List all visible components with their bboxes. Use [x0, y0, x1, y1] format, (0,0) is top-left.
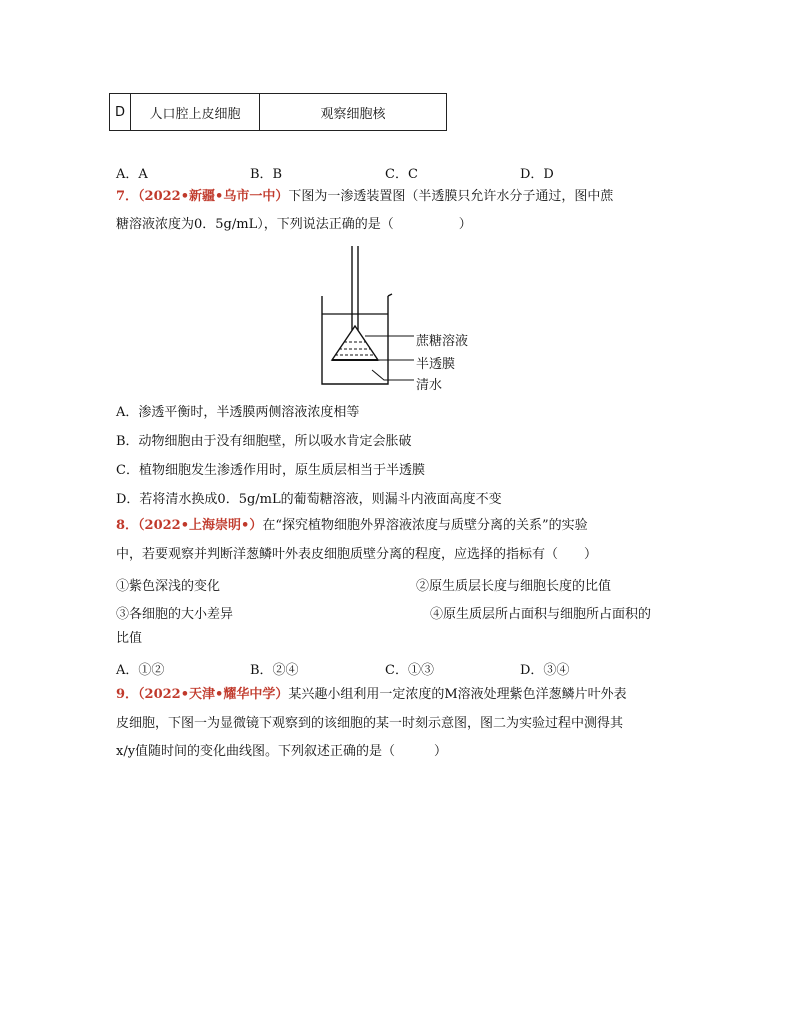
table-cell-letter: D	[110, 94, 131, 131]
table-row	[110, 94, 447, 131]
q7-source: （2022•新疆•乌市一中）	[138, 189, 289, 204]
q8-item-4-tail: 比值	[116, 631, 143, 646]
label-water: 清水	[416, 378, 443, 393]
q7-option-d: D．若将清水换成0．5g/mL的葡萄糖溶液，则漏斗内液面高度不变	[116, 492, 502, 507]
q8-option-b: B．②④	[250, 663, 299, 678]
q8-source: （2022•上海崇明•）	[138, 518, 263, 533]
q8-option-a: A．①②	[116, 663, 165, 678]
q9-stem-line1	[116, 687, 627, 703]
q7-option-b: B．动物细胞由于没有细胞壁，所以吸水肯定会胀破	[116, 434, 412, 449]
q8-item-4: ④原生质层所占面积与细胞所占面积的	[430, 607, 652, 622]
label-membrane: 半透膜	[416, 357, 456, 372]
option-table	[109, 93, 447, 131]
q6-option-c: C．C	[385, 167, 418, 182]
label-sucrose: 蔗糖溶液	[416, 334, 469, 349]
q9-stem-text1: 某兴趣小组利用一定浓度的M溶液处理紫色洋葱鳞片叶外表	[288, 687, 627, 702]
table-cell-purpose: 观察细胞核	[260, 94, 447, 131]
q9-stem-line2: 皮细胞，下图一为显微镜下观察到的该细胞的某一时刻示意图，图二为实验过程中测得其	[116, 716, 624, 731]
q7-number: 7．	[116, 189, 139, 204]
q8-option-d: D．③④	[520, 663, 570, 678]
q9-number: 9．	[116, 687, 139, 702]
q8-item-2: ②原生质层长度与细胞长度的比值	[416, 579, 612, 594]
q9-stem-line3: x/y值随时间的变化曲线图。下列叙述正确的是（ ）	[116, 744, 448, 759]
q6-option-b: B．B	[250, 167, 283, 182]
osmosis-apparatus-figure	[310, 238, 480, 398]
q7-option-c: C．植物细胞发生渗透作用时，原生质层相当于半透膜	[116, 463, 425, 478]
q7-stem-line1	[116, 189, 613, 205]
q8-item-3: ③各细胞的大小差异	[116, 607, 234, 622]
q8-stem-line1	[116, 518, 588, 534]
q7-stem-text1: 下图为一渗透装置图（半透膜只允许水分子通过，图中蔗	[288, 189, 614, 204]
q9-source: （2022•天津•耀华中学）	[138, 687, 289, 702]
table-cell-material: 人口腔上皮细胞	[131, 94, 260, 131]
q8-item-1: ①紫色深浅的变化	[116, 579, 221, 594]
q7-option-a: A．渗透平衡时，半透膜两侧溶液浓度相等	[116, 405, 360, 420]
q6-option-a: A．A	[116, 167, 148, 182]
q8-option-c: C．①③	[385, 663, 434, 678]
q7-stem-line2: 糖溶液浓度为0．5g/mL），下列说法正确的是（ ）	[116, 217, 472, 232]
q8-stem-line2: 中，若要观察并判断洋葱鳞叶外表皮细胞质壁分离的程度，应选择的指标有（ ）	[116, 547, 598, 562]
q8-stem-text1: 在“探究植物细胞外界溶液浓度与质壁分离的关系”的实验	[262, 518, 588, 533]
q6-option-d: D．D	[520, 167, 554, 182]
q8-number: 8．	[116, 518, 139, 533]
